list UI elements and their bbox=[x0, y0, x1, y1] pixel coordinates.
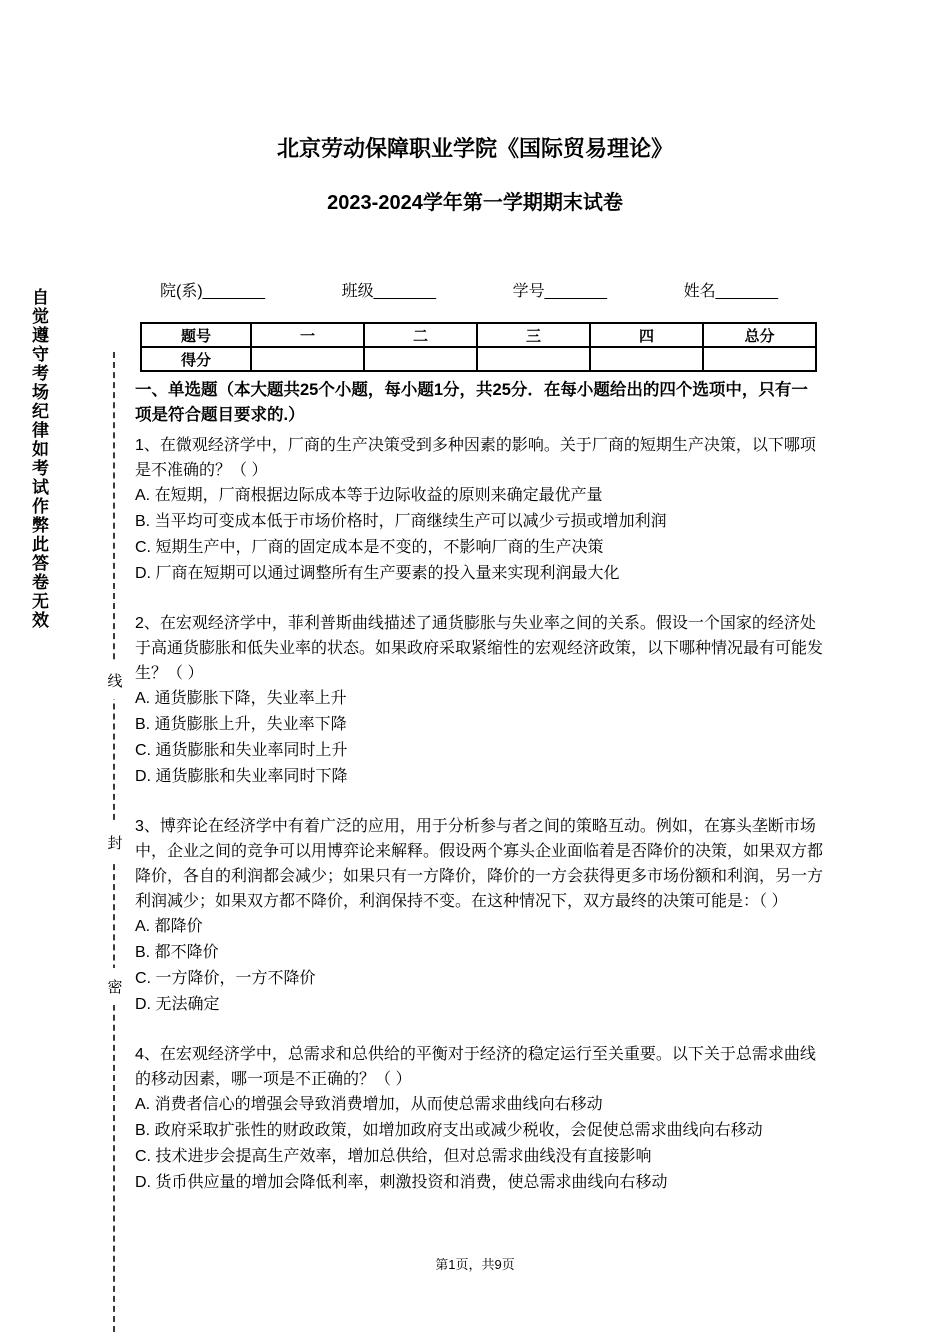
field-class-label: 班级 bbox=[341, 283, 374, 300]
field-name bbox=[684, 278, 778, 301]
question-stem: 4、在宏观经济学中，总需求和总供给的平衡对于经济的稳定运行至关重要。以下关于总需求曲线的移动因素，哪一项是不正确的？（ ） bbox=[135, 1046, 816, 1088]
question-option: B. 都不降价 bbox=[135, 944, 219, 961]
section-title: 一、单选题（本大题共25个小题，每小题1分，共25分．在每小题给出的四个选项中，只有一项是符合题目要求的.） bbox=[135, 381, 808, 424]
field-name-label: 姓名 bbox=[683, 283, 716, 300]
score-cell bbox=[364, 347, 477, 371]
question-3 bbox=[135, 814, 823, 1018]
seal-char-xian: 线 bbox=[105, 662, 125, 699]
score-cell bbox=[251, 347, 364, 371]
score-table bbox=[140, 322, 817, 372]
field-department bbox=[160, 278, 265, 301]
question-option: D. 货币供应量的增加会降低利率，刺激投资和消费，使总需求曲线向右移动 bbox=[135, 1174, 668, 1191]
score-table-header-cell: 题号 bbox=[141, 323, 251, 347]
question-4 bbox=[135, 1042, 823, 1196]
score-cell bbox=[590, 347, 703, 371]
question-option: D. 无法确定 bbox=[135, 996, 220, 1013]
score-table-header-cell: 总分 bbox=[703, 323, 816, 347]
question-option: C. 短期生产中，厂商的固定成本是不变的，不影响厂商的生产决策 bbox=[135, 539, 604, 556]
score-table-score-row bbox=[141, 347, 816, 371]
question-stem: 3、博弈论在经济学中有着广泛的应用，用于分析参与者之间的策略互动。例如，在寡头垄断市场中，企业之间的竞争可以用博弈论来解释。假设两个寡头企业面临着是否降价的决策，如果双方都降价，各自的利润都会减少；如果只有一方降价，降价的一方会获得更多市场份额和利润，另一方利润减少；如果双方都不降价，利润保持不变。在这种情况下，双方最终的决策可能是：（ ） bbox=[135, 818, 824, 910]
question-option: D. 通货膨胀和失业率同时下降 bbox=[135, 768, 348, 785]
exam-content bbox=[135, 378, 823, 1220]
exam-title: 北京劳动保障职业学院《国际贸易理论》 bbox=[276, 136, 673, 161]
score-table-header-cell: 三 bbox=[477, 323, 590, 347]
score-cell bbox=[477, 347, 590, 371]
seal-line bbox=[107, 352, 123, 1332]
question-stem: 2、在宏观经济学中，菲利普斯曲线描述了通货膨胀与失业率之间的关系。假设一个国家的经济处于高通货膨胀和低失业率的状态。如果政府采取紧缩性的宏观经济政策，以下哪种情况最有可能发生？（ ） bbox=[135, 615, 824, 682]
score-table-header-row bbox=[141, 323, 816, 347]
field-class bbox=[342, 278, 436, 301]
field-class-blank: _______ bbox=[373, 283, 436, 300]
score-row-label-cell: 得分 bbox=[141, 347, 251, 371]
field-department-label: 院(系) bbox=[160, 283, 203, 300]
question-stem: 1、在微观经济学中，厂商的生产决策受到多种因素的影响。关于厂商的短期生产决策，以下哪项是不准确的？（ ） bbox=[135, 437, 816, 479]
question-option: B. 政府采取扩张性的财政政策，如增加政府支出或减少税收，会促使总需求曲线向右移动 bbox=[135, 1122, 763, 1139]
score-table-header-cell: 四 bbox=[590, 323, 703, 347]
question-option: C. 技术进步会提高生产效率，增加总供给，但对总需求曲线没有直接影响 bbox=[135, 1148, 652, 1165]
exam-subtitle: 2023-2024学年第一学期期末试卷 bbox=[327, 192, 623, 214]
field-student-id-blank: _______ bbox=[544, 283, 607, 300]
question-1 bbox=[135, 433, 823, 587]
question-2 bbox=[135, 611, 823, 790]
score-table-header-cell: 二 bbox=[364, 323, 477, 347]
question-option: A. 通货膨胀下降，失业率上升 bbox=[135, 690, 347, 707]
field-department-blank: _______ bbox=[202, 283, 265, 300]
field-student-id bbox=[513, 278, 607, 301]
question-option: B. 当平均可变成本低于市场价格时，厂商继续生产可以减少亏损或增加利润 bbox=[135, 513, 667, 530]
student-info-row bbox=[160, 278, 778, 301]
question-option: A. 消费者信心的增强会导致消费增加，从而使总需求曲线向右移动 bbox=[135, 1096, 603, 1113]
seal-char-mi: 密 bbox=[105, 968, 125, 1005]
question-option: B. 通货膨胀上升，失业率下降 bbox=[135, 716, 347, 733]
page-number: 第1页，共9页 bbox=[435, 1257, 515, 1272]
exam-integrity-notice: 自觉遵守考场纪律如考试作弊此答卷无效 bbox=[29, 288, 48, 630]
question-option: A. 都降价 bbox=[135, 918, 203, 935]
question-option: D. 厂商在短期可以通过调整所有生产要素的投入量来实现利润最大化 bbox=[135, 565, 620, 582]
field-student-id-label: 学号 bbox=[512, 283, 545, 300]
score-cell bbox=[703, 347, 816, 371]
question-option: A. 在短期，厂商根据边际成本等于边际收益的原则来确定最优产量 bbox=[135, 487, 603, 504]
seal-char-feng: 封 bbox=[105, 824, 125, 861]
question-option: C. 通货膨胀和失业率同时上升 bbox=[135, 742, 348, 759]
question-option: C. 一方降价，一方不降价 bbox=[135, 970, 316, 987]
score-table-header-cell: 一 bbox=[251, 323, 364, 347]
field-name-blank: _______ bbox=[715, 283, 778, 300]
